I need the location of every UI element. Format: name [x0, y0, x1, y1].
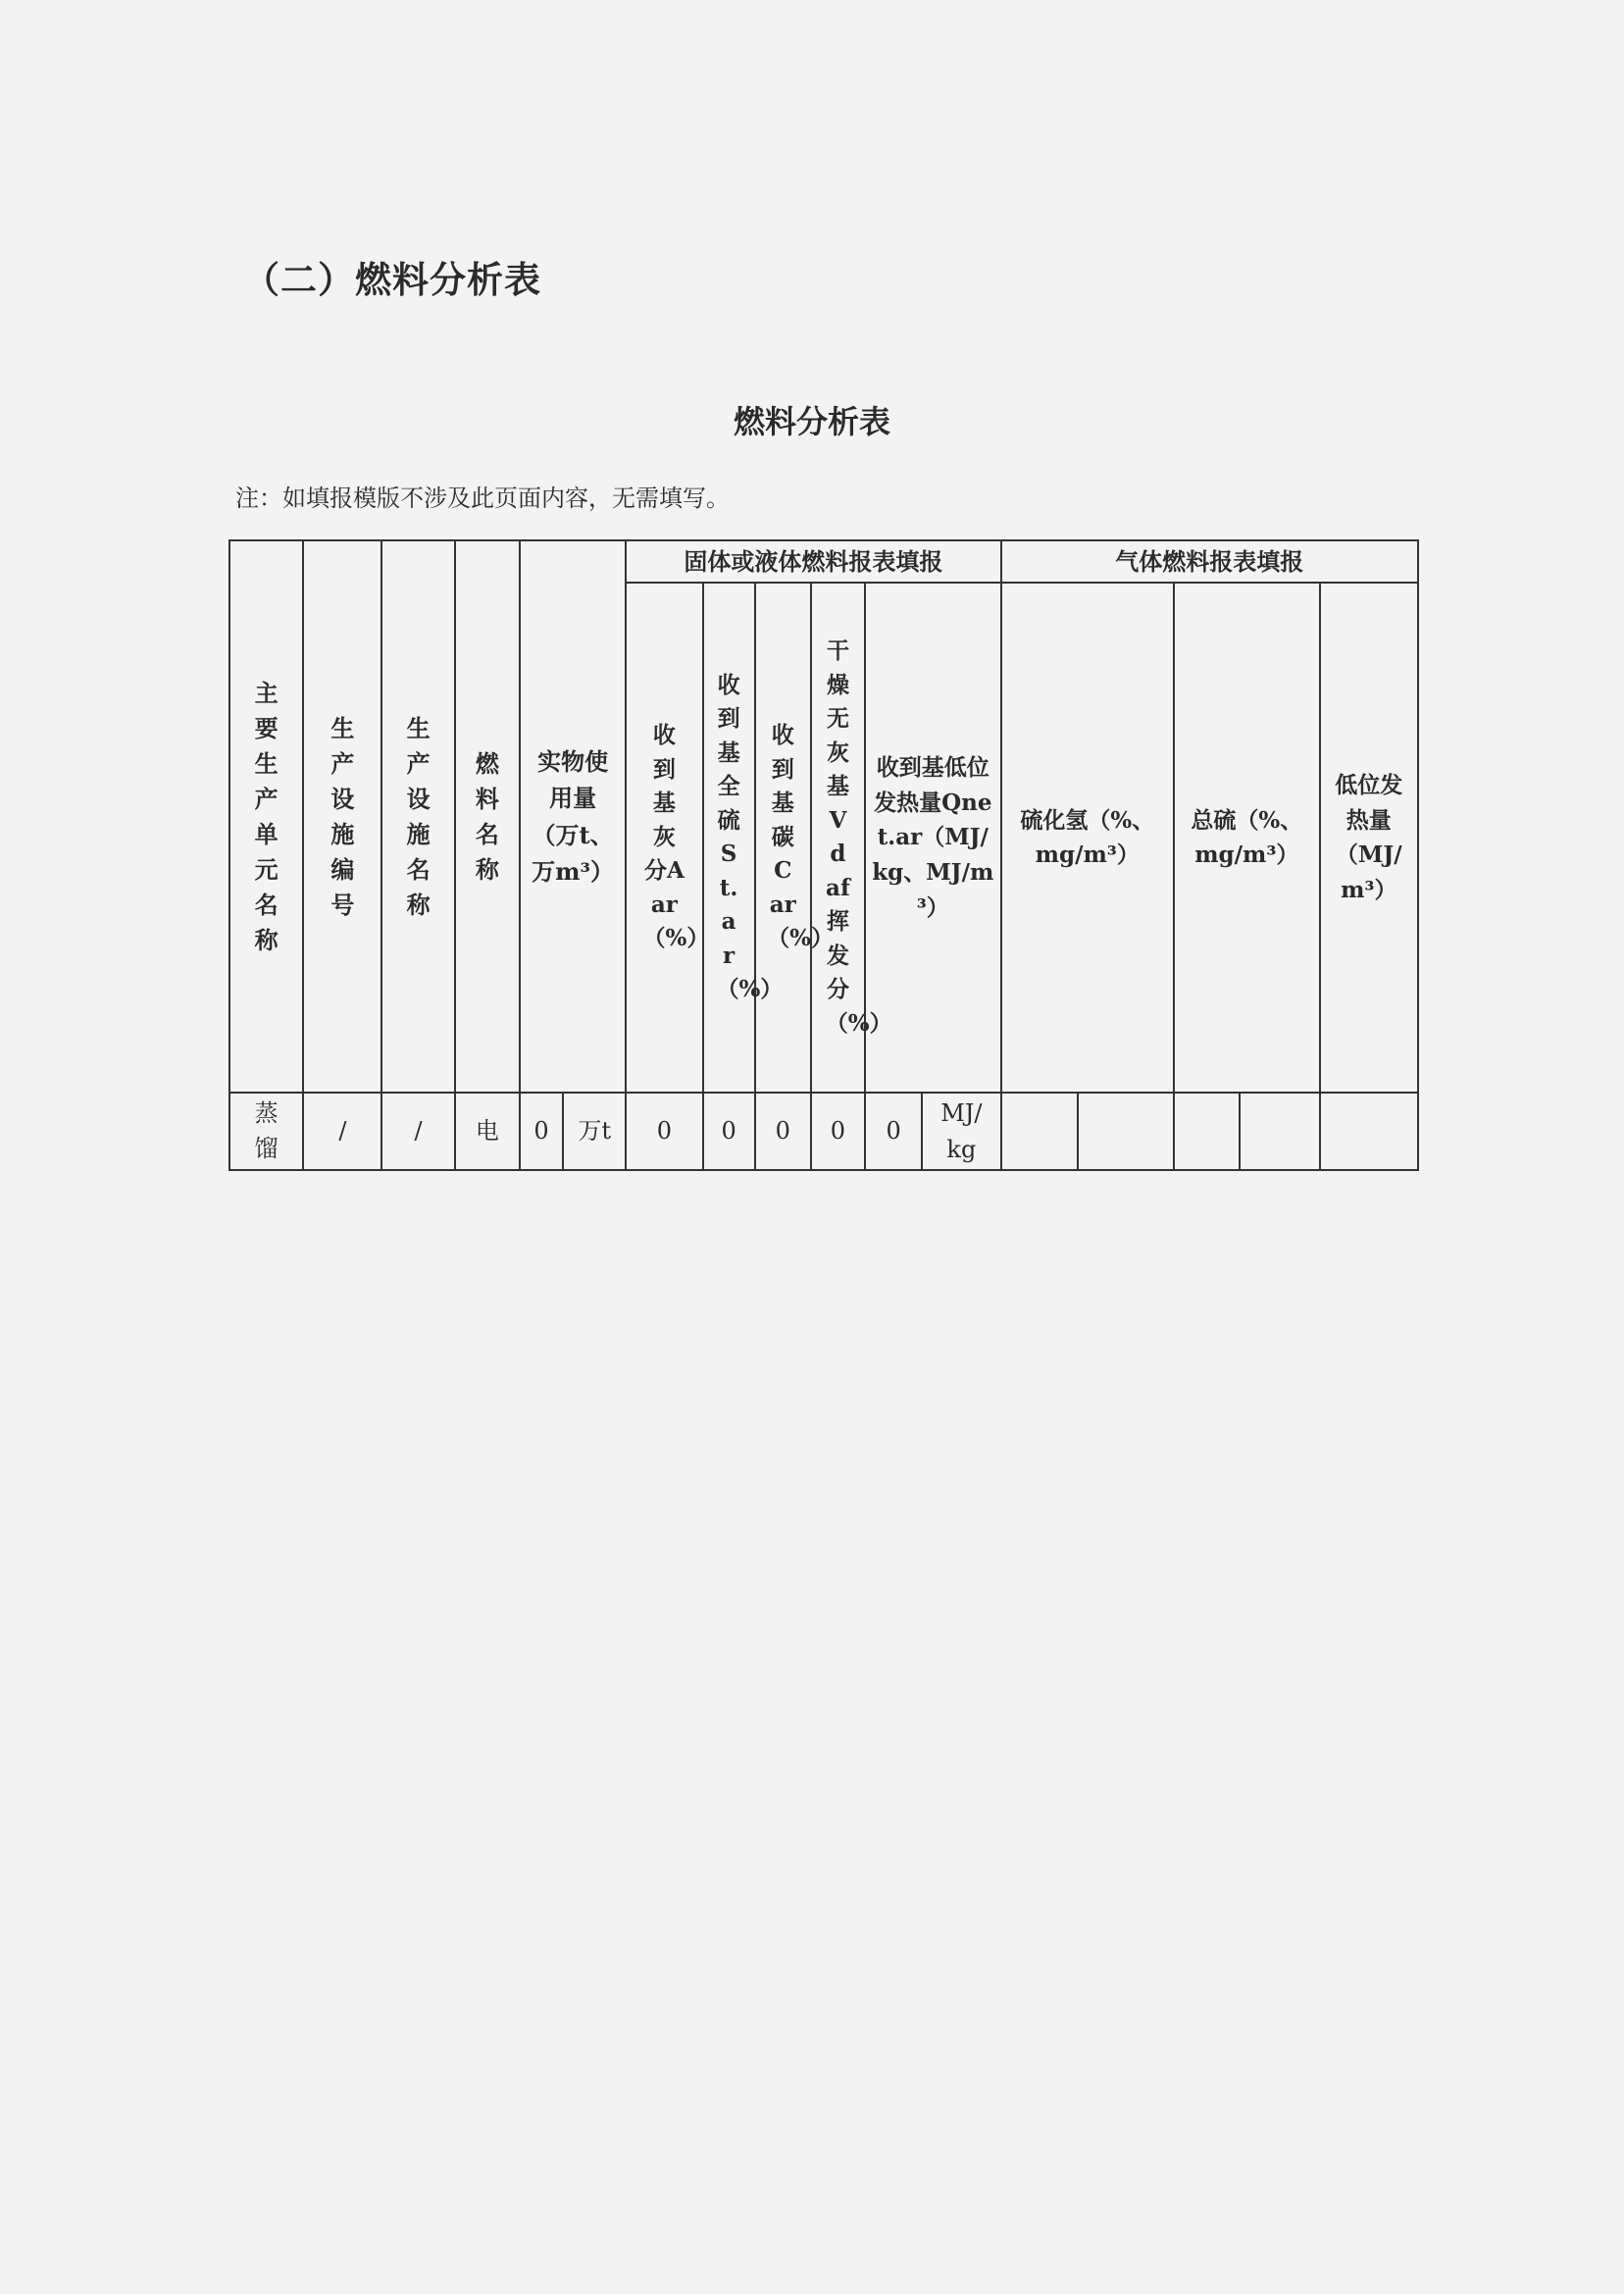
- cell-heat-unit: MJ/kg: [922, 1093, 1000, 1170]
- header-facility-no: 生产设施编号: [303, 540, 381, 1093]
- cell-fuel-name: 电: [455, 1093, 520, 1170]
- cell-facility-no: /: [303, 1093, 381, 1170]
- header-carbon: 收到基碳Car（%）: [755, 583, 811, 1093]
- fuel-analysis-table: [228, 539, 1419, 1171]
- cell-h2s-value: [1001, 1093, 1078, 1170]
- cell-total-sulfur-value: [1174, 1093, 1240, 1170]
- section-title: （二）燃料分析表: [243, 259, 541, 301]
- header-usage: 实物使用量（万t、万m³）: [520, 540, 626, 1093]
- fill-note: 注：如填报模版不涉及此页面内容，无需填写。: [235, 484, 730, 512]
- cell-carbon: 0: [755, 1093, 811, 1170]
- cell-facility-name: /: [381, 1093, 454, 1170]
- cell-volatile: 0: [811, 1093, 865, 1170]
- header-sulfur: 收到基全硫St.ar（%）: [703, 583, 755, 1093]
- header-facility-name: 生产设施名称: [381, 540, 454, 1093]
- header-fuel-name: 燃料名称: [455, 540, 520, 1093]
- cell-heat-value: 0: [865, 1093, 922, 1170]
- cell-usage-value: 0: [520, 1093, 563, 1170]
- cell-unit-name: 蒸馏: [229, 1093, 303, 1170]
- header-volatile: 干燥无灰基Vdaf挥发分（%）: [811, 583, 865, 1093]
- group-solid-liquid: 固体或液体燃料报表填报: [626, 540, 1000, 583]
- header-total-sulfur: 总硫（%、mg/m³）: [1174, 583, 1319, 1093]
- header-unit-name: 主要生产单元名称: [229, 540, 303, 1093]
- header-h2s: 硫化氢（%、mg/m³）: [1001, 583, 1175, 1093]
- cell-usage-unit: 万t: [563, 1093, 626, 1170]
- group-gas: 气体燃料报表填报: [1001, 540, 1419, 583]
- header-gas-heat: 低位发热量（MJ/m³）: [1320, 583, 1418, 1093]
- table-row: [229, 1093, 1418, 1170]
- header-ash: 收到基灰分Aar（%）: [626, 583, 702, 1093]
- cell-ash: 0: [626, 1093, 702, 1170]
- header-heat-value: 收到基低位发热量Qnet.ar（MJ/kg、MJ/m³）: [865, 583, 1000, 1093]
- table-title: 燃料分析表: [733, 403, 890, 440]
- cell-total-sulfur-unit: [1240, 1093, 1319, 1170]
- cell-sulfur: 0: [703, 1093, 755, 1170]
- cell-gas-heat: [1320, 1093, 1418, 1170]
- cell-h2s-unit: [1078, 1093, 1174, 1170]
